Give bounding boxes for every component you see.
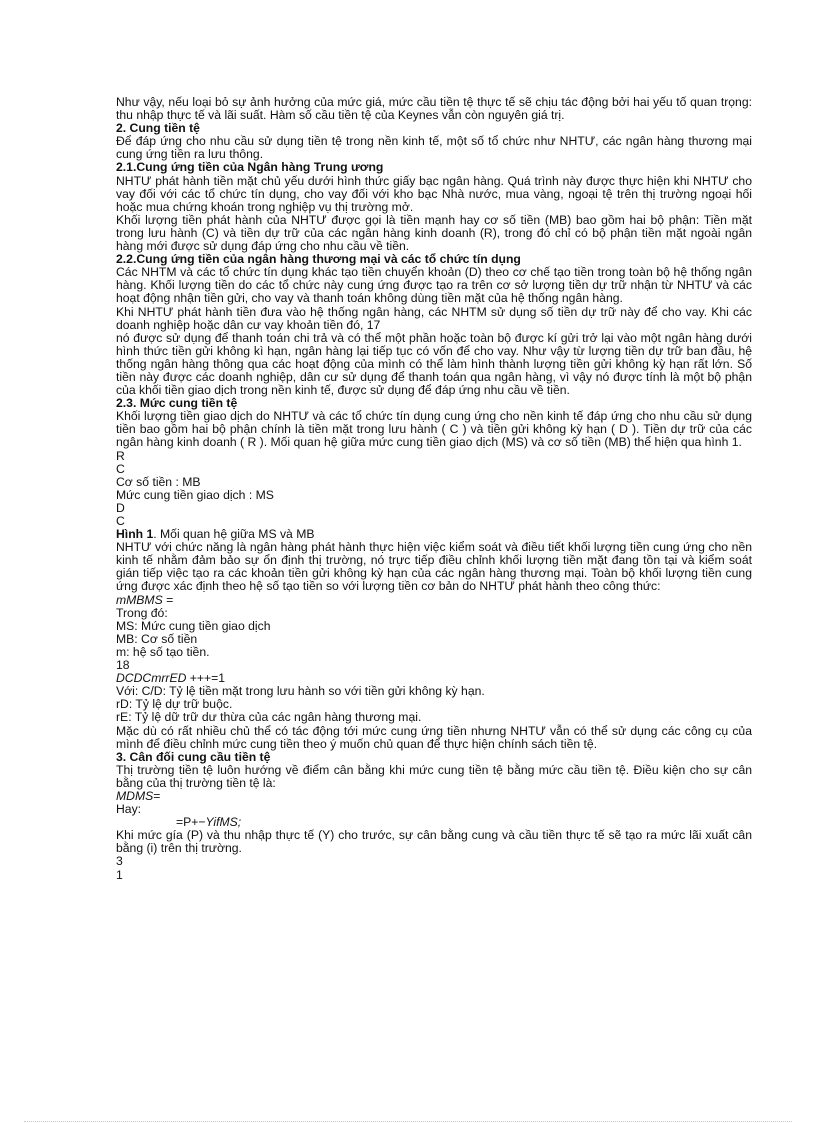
formula-italic: MDMS — [116, 788, 154, 803]
paragraph: Các NHTM và các tổ chức tín dụng khác tạo tiền chuyển khoản (D) theo cơ chế tạo tiền trong toàn bộ hệ thống ngân hàng. Khối lượng tiền do các tổ chức này cung ứng được tạo ra trên cơ sở lượng tiền dự trữ nhận từ NHTƯ và các hoạt động nhận tiền gửi, cho vay và thanh toán không dùng tiền mặt của hệ thống ngân hàng. — [116, 265, 752, 306]
figure-label-c: C — [116, 461, 125, 476]
figure-label-d: D — [116, 500, 125, 515]
formula — [116, 594, 752, 607]
definition-line: MS: Mức cung tiền giao dịch — [116, 618, 271, 633]
paragraph: Khi NHTƯ phát hành tiền đưa vào hệ thống ngân hàng, các NHTM sử dụng số tiền dự trữ này để cho vay. Khi các doanh nghiệp hoặc dân cư vay khoản tiền đó, 17 — [116, 304, 752, 332]
formula-rest: = — [153, 788, 161, 803]
formula-italic: mMBMS — [116, 592, 163, 607]
definition-line: m: hệ số tạo tiền. — [116, 644, 210, 659]
definition-line: MB: Cơ số tiền — [116, 631, 198, 646]
paragraph: Khi mức gía (P) và thu nhập thực tế (Y) cho trước, sự cân bằng cung và cầu tiền thực tế sẽ tạo ra mức lãi xuất cân bằng (i) trên thị trường. — [116, 828, 752, 856]
paragraph: Khối lượng tiền phát hành của NHTƯ được gọi là tiền mạnh hay cơ số tiền (MB) bao gồm hai bộ phận: Tiền mặt trong lưu hành (C) và tiền dự trữ của các ngân hàng kinh doanh (R), trong đó chỉ có bộ phận tiền mặt ngoài ngân hàng mới được sử dụng đáp ứng cho nhu cầu về tiền. — [116, 212, 752, 254]
stray-number: 3 — [116, 854, 123, 869]
paragraph: NHTƯ với chức năng là ngân hàng phát hành thực hiện việc kiểm soát và điều tiết khối lượng tiền cung ứng cho nền kinh tế nhằm đảm bảo sự ổn định thị trường, nó trực tiếp điều chỉnh khối lượng tiền mặt đang tồn tại và kiểm soát gián tiếp việc tạo ra các khoản tiền gửi không kỳ hạn của các ngân hàng thương mại. Toàn bộ khối lượng tiền cung ứng được xác định theo hệ số tạo tiền so với lượng tiền cơ bản do NHTƯ phát hành theo công thức: — [116, 540, 752, 594]
definition-line: rD: Tỷ lệ dự trữ buộc. — [116, 697, 233, 712]
document-body — [116, 96, 752, 882]
text-line: Trong đó: — [116, 605, 168, 620]
paragraph: Như vậy, nếu loại bỏ sự ảnh hưởng của mức giá, mức cầu tiền tệ thực tế sẽ chịu tác động bởi hai yếu tố quan trọng: thu nhập thực tế và lãi suất. Hàm số cầu tiền tệ của Keynes vẫn còn nguyên giá trị. — [116, 95, 752, 123]
figure-label-ms: Mức cung tiền giao dịch : MS — [116, 487, 274, 502]
figure-label-mb: Cơ số tiền : MB — [116, 474, 201, 489]
formula-plain: =P+− — [176, 815, 206, 830]
paragraph: Để đáp ứng cho nhu cầu sử dụng tiền tệ trong nền kinh tế, một số tổ chức như NHTƯ, các ngân hàng thương mại cung ứng tiền ra lưu thông. — [116, 134, 752, 162]
paragraph: Mặc dù có rất nhiều chủ thể có tác động tới mức cung ứng tiền nhưng NHTƯ vẫn có thể sử dụng các công cụ của mình để điều chỉnh mức cung tiền theo ý muốn chủ quan để thực hiện chính sách tiền tệ. — [116, 723, 752, 751]
formula-italic: DCDCmrrED — [116, 671, 187, 686]
subsection-heading: 2.3. Mức cung tiền tệ — [116, 396, 238, 411]
figure-label-c: C — [116, 514, 125, 528]
section-heading: 2. Cung tiền tệ — [116, 121, 200, 136]
formula-rest: = — [162, 592, 174, 607]
paragraph: Khối lượng tiền giao dịch do NHTƯ và các tổ chức tín dụng cung ứng cho nền kinh tế đáp ứng cho nhu cầu sử dụng tiền bao gồm hai bộ phận chính là tiền mặt trong lưu hành ( C ) và tiền gửi không kỳ hạn ( D ). Tiền dự trữ của các ngân hàng kinh doanh ( R ). Mối quan hệ giữa mức cung tiền giao dịch (MS) và cơ số tiền (MB) thể hiện qua hình 1. — [116, 409, 752, 450]
figure-caption-number: Hình 1 — [116, 527, 154, 542]
section-heading: 3. Cân đối cung cầu tiền tệ — [116, 749, 271, 764]
subsection-heading: 2.2.Cung ứng tiền của ngân hàng thương mại và các tổ chức tín dụng — [116, 252, 521, 267]
paragraph: Thị trường tiền tệ luôn hướng về điểm cân bằng khi mức cung tiền tệ bằng mức cầu tiền tệ. Điều kiện cho sự cân bằng của thị trường tiền tệ là: — [116, 762, 752, 790]
definition-line: rE: Tỷ lệ dữ trữ dư thừa của các ngân hàng thương mại. — [116, 710, 422, 725]
figure-label-r: R — [116, 448, 125, 463]
subsection-heading: 2.1.Cung ứng tiền của Ngân hàng Trung ương — [116, 160, 384, 175]
formula-italic: YifMS; — [205, 815, 242, 830]
paragraph: nó được sử dụng để thanh toán chi trả và có thể một phần hoặc toàn bộ được kí gửi trở lại vào một ngân hàng dưới hình thức tiền gửi không kì hạn, ngân hàng lại tiếp tục có vốn để cho vay. Như vậy từ lượng tiền dự trữ ban đầu, hệ thống ngân hàng thông qua các hoạt động của mình có thể làm hình thành lượng tiền gửi không kỳ hạn rất lớn. Số tiền này được các doanh nghiệp, dân cư sử dụng để thanh toán qua ngân hàng, vì vậy nó được tính là một bộ phận của khối tiền giao dịch trong nền kinh tế, được sử dụng để đáp ứng nhu cầu về tiền. — [116, 330, 752, 398]
figure-caption-text: . Mối quan hệ giữa MS và MB — [153, 527, 315, 542]
page-bottom-rule — [24, 1121, 792, 1122]
stray-number: 1 — [116, 867, 123, 882]
formula — [116, 790, 752, 803]
page-number: 18 — [116, 658, 130, 673]
definition-line: Với: C/D: Tỷ lệ tiền mặt trong lưu hành so với tiền gửi không kỳ hạn. — [116, 684, 485, 699]
paragraph: NHTƯ phát hành tiền mặt chủ yếu dưới hình thức giấy bạc ngân hàng. Quá trình này được thực hiện khi NHTƯ cho vay đối với các tổ chức tín dụng, cho vay đối với kho bạc Nhà nước, mua vàng, ngoại tệ trên thị trường ngoại hối hoặc mua chứng khoán trong nghiệp vụ thị trường mở. — [116, 173, 752, 214]
text-line: Hay: — [116, 802, 142, 817]
formula-rest: +++=1 — [186, 671, 226, 686]
